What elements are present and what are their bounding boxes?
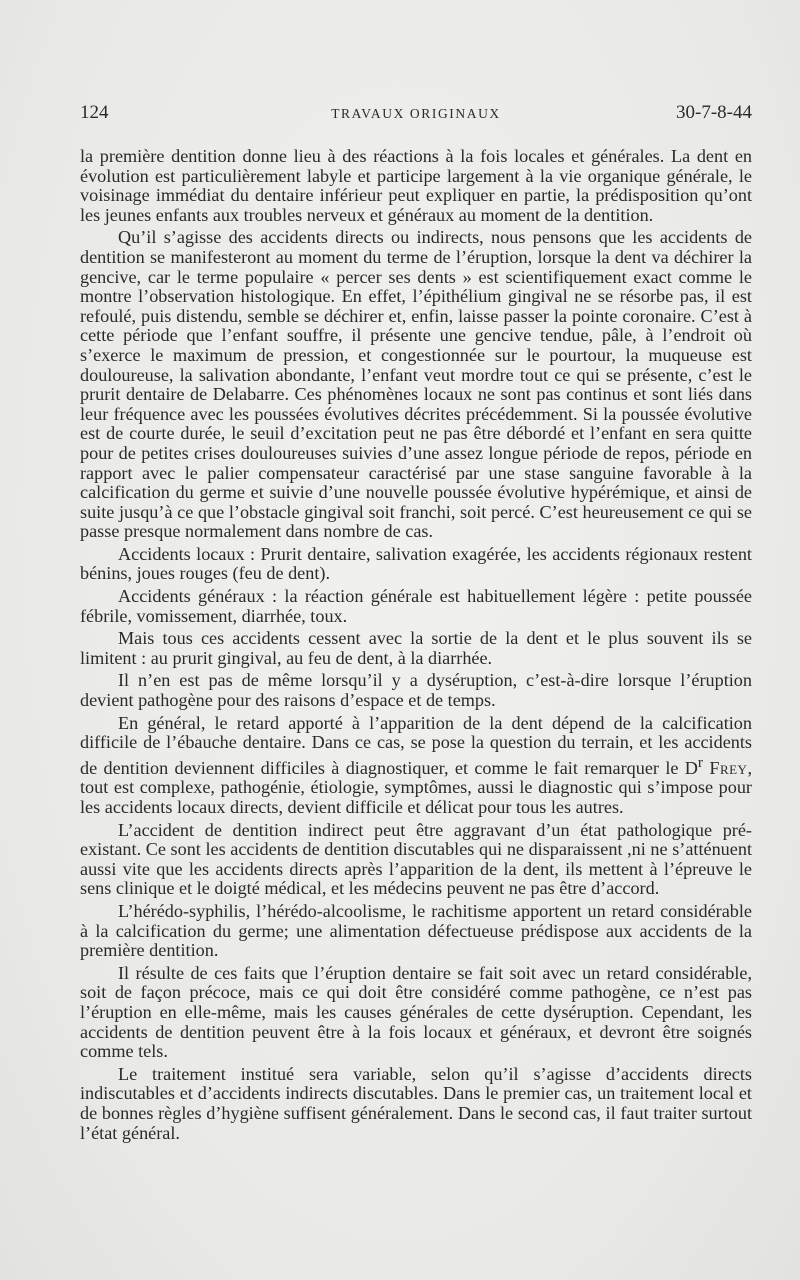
paragraph: Accidents généraux : la réaction générale est habituellement légère : petite poussée fébrile, vomissement, diarrhée, toux. bbox=[80, 586, 752, 626]
paragraph: la première dentition donne lieu à des réactions à la fois locales et générales. La dent en évolution est particulièrement labyle et participe largement à la vie organique générale, le voisinage immédiat du dentaire inférieur peut expliquer en partie, la prédisposition qu’ont les jeunes enfants aux troubles nerveux et généraux au moment de la dentition. bbox=[80, 146, 752, 225]
paragraph: Il n’en est pas de même lorsqu’il y a dyséruption, c’est-à-dire lorsque l’éruption devient pathogène pour des raisons d’espace et de temps. bbox=[80, 670, 752, 711]
paragraph: L’hérédo-syphilis, l’hérédo-alcoolisme, le rachitisme apportent un retard considérable à la calcification du germe; une alimentation défectueuse prédispose aux accidents de la première dentition. bbox=[80, 901, 752, 961]
date-code: 30-7-8-44 bbox=[676, 102, 752, 123]
frey-text-before: En général, le retard apporté à l’apparition de la dent dépend de la calcification difficile de l’ébauche dentaire. Dans ce cas, se pose la question du terrain, et les accidents de dentition deviennent difficiles à diagnostiquer, et comme le fait remarquer le D bbox=[80, 712, 752, 778]
paragraph-frey bbox=[80, 714, 752, 818]
author-name-frey: Frey bbox=[709, 757, 748, 778]
article-body bbox=[80, 147, 752, 1146]
doctor-title-superscript: r bbox=[697, 753, 703, 771]
page-number: 124 bbox=[80, 102, 109, 123]
paragraph: Accidents locaux : Prurit dentaire, salivation exagérée, les accidents régionaux restent bénins, joues rouges (feu de dent). bbox=[80, 543, 752, 584]
paragraph: L’accident de dentition indirect peut être aggravant d’un état pathologique pré-existant. Ce sont les accidents de dentition discutables qui ne disparaissent ,ni ne s’atténuent aussi vite que les accidents directs après l’apparition de la dent, ils mettent à l’épreuve le sens clinique et le doigté médical, et les médecins peuvent ne pas être d’accord. bbox=[80, 819, 752, 899]
page-header bbox=[80, 102, 752, 126]
paragraph: Qu’il s’agisse des accidents directs ou indirects, nous pensons que les accidents de dentition se manifesteront au moment du terme de l’éruption, lorsque la dent va déchirer la gencive, car le terme populaire « percer ses dents » est scientifiquement exact comme le montre l’observation histologique. En effet, l’épithélium gingival ne se résorbe pas, il est refoulé, puis distendu, semble se déchirer et, enfin, laisse passer la pointe coronaire. C’est à cette période que l’enfant souffre, il présente une gencive tendue, pâle, à l’endroit où s’exerce le maximum de pression, et congestionnée sur le pourtour, la muqueuse est douloureuse, la salivation abondante, l’enfant veut mordre tout ce qui se présente, c’est le prurit dentaire de Delabarre. Ces phénomènes locaux ne sont pas continus et sont liés dans leur fréquence avec les poussées évolutives décrites précédemment. Si la poussée évolutive est de courte durée, le seuil d’excitation peut ne pas être débordé et l’enfant en sera quitte pour de petites crises douloureuses suivies d’une assez longue période de repos, période en rapport avec le palier compensateur caractérisé par une stase sanguine favorable à la calcification du germe et suivie d’une nouvelle poussée évolutive hypérémique, et ainsi de suite jusqu’à ce que l’obstacle gingival soit franchi, soit percé. C’est heureusement ce qui se passe presque normalement dans nombre de cas. bbox=[80, 227, 752, 542]
frey-text-after: , tout est complexe, pathogénie, étiologie, symptômes, aussi le diagnostic qui s’impose pour les accidents locaux directs, devient difficile et délicat pour tous les autres. bbox=[80, 757, 752, 818]
paragraph: Mais tous ces accidents cessent avec la sortie de la dent et le plus souvent ils se limitent : au prurit gingival, au feu de dent, à la diarrhée. bbox=[80, 628, 752, 668]
paragraph: Le traitement institué sera variable, selon qu’il s’agisse d’accidents directs indiscutables et d’accidents indirects discutables. Dans le premier cas, un traitement local et de bonnes règles d’hygiène suffisent généralement. Dans le second cas, il faut traiter surtout l’état général. bbox=[80, 1063, 752, 1143]
paragraph: Il résulte de ces faits que l’éruption dentaire se fait soit avec un retard considérable, soit de façon précoce, mais ce qui doit être considéré comme pathogène, ce n’est pas l’éruption en elle-même, mais les causes générales de cette dyséruption. Cependant, les accidents de dentition peuvent être à la fois locaux et généraux, et devront être soignés comme tels. bbox=[80, 962, 752, 1062]
running-title: TRAVAUX ORIGINAUX bbox=[331, 106, 501, 121]
